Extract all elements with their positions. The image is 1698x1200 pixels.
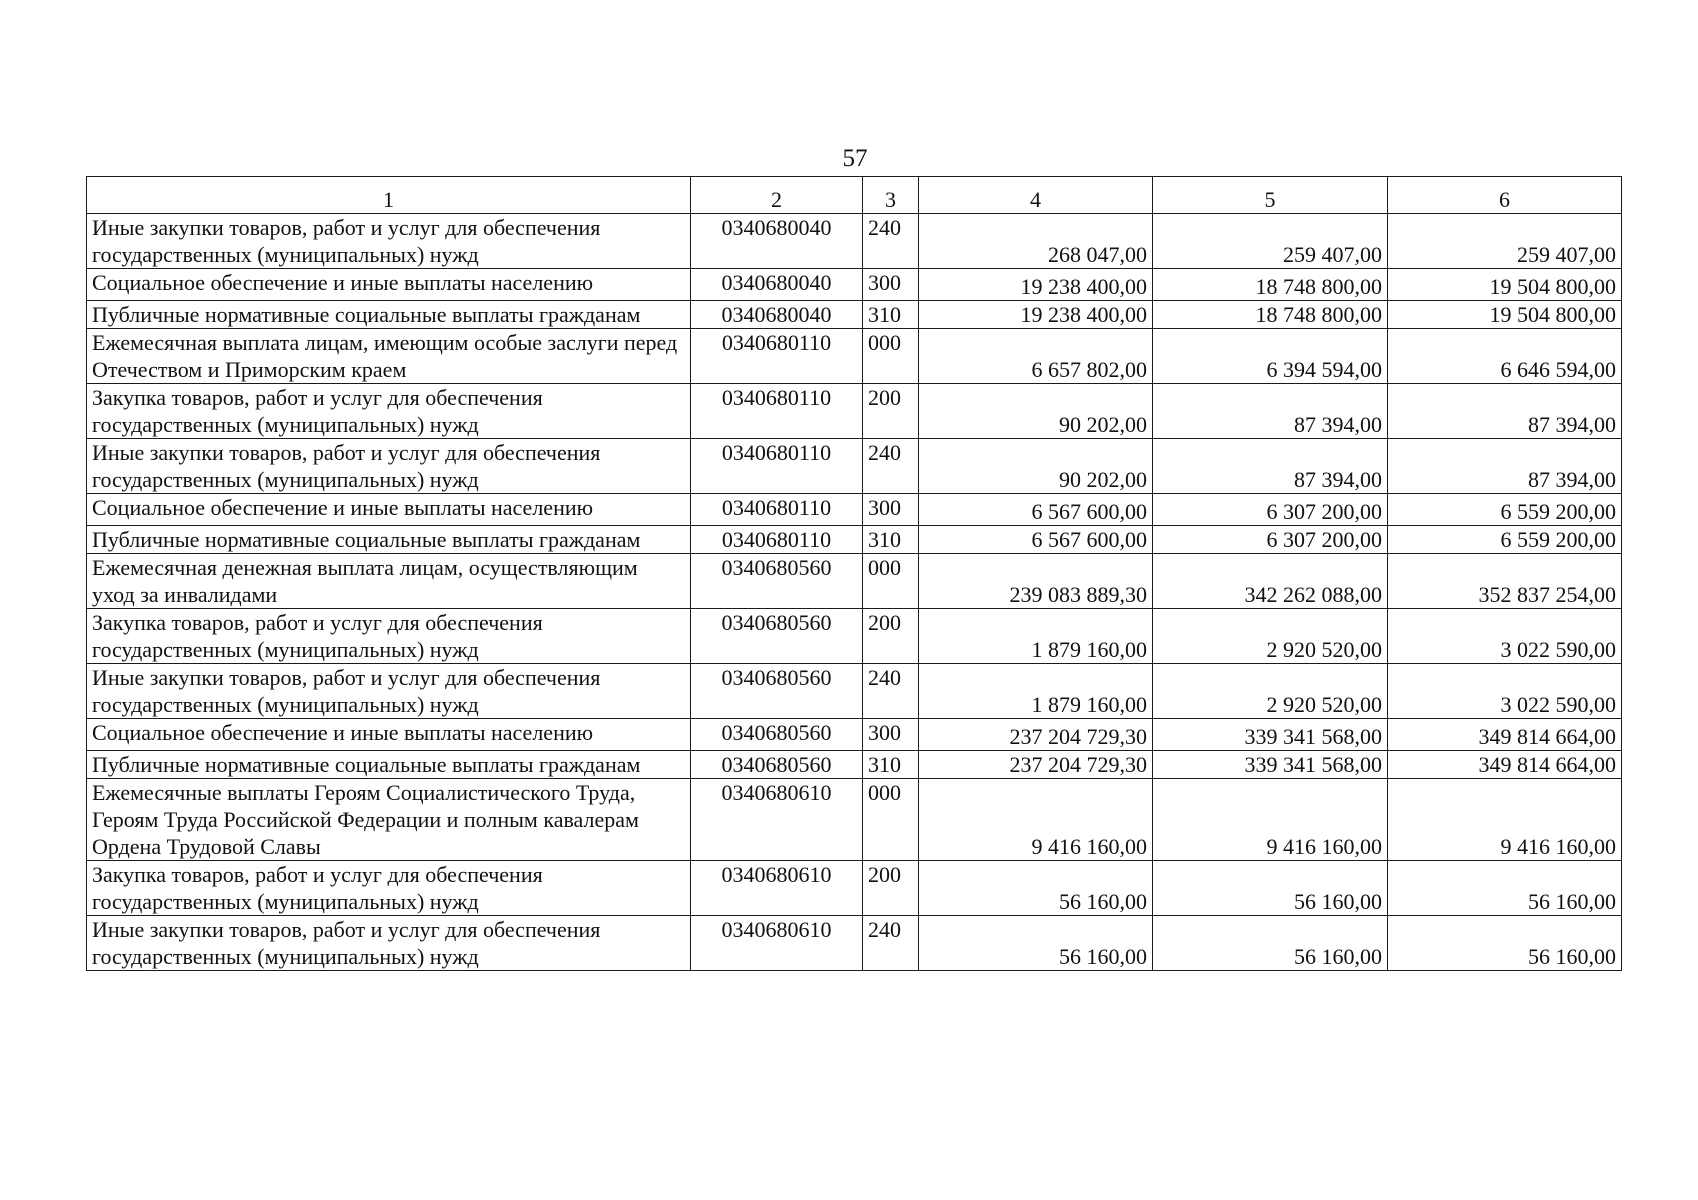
table-row: [87, 494, 1622, 526]
row-name: Социальное обеспечение и иные выплаты населению: [87, 494, 691, 526]
row-amount-col5: 259 407,00: [1153, 214, 1388, 269]
row-name: Публичные нормативные социальные выплаты гражданам: [87, 301, 691, 329]
row-target-code: 0340680110: [691, 384, 863, 439]
row-amount-col5: 56 160,00: [1153, 861, 1388, 916]
row-amount-col6: 3 022 590,00: [1388, 609, 1622, 664]
table-row: [87, 609, 1622, 664]
row-target-code: 0340680610: [691, 916, 863, 971]
row-amount-col5: 2 920 520,00: [1153, 609, 1388, 664]
row-amount-col5: 342 262 088,00: [1153, 554, 1388, 609]
row-amount-col5: 6 307 200,00: [1153, 494, 1388, 526]
row-amount-col5: 9 416 160,00: [1153, 779, 1388, 861]
row-amount-col4: 90 202,00: [919, 439, 1153, 494]
row-amount-col6: 87 394,00: [1388, 384, 1622, 439]
row-amount-col4: 237 204 729,30: [919, 719, 1153, 751]
row-expense-type: 240: [863, 664, 919, 719]
row-expense-type: 300: [863, 719, 919, 751]
table-row: [87, 751, 1622, 779]
column-header-4: 4: [919, 177, 1153, 214]
table-row: [87, 526, 1622, 554]
row-target-code: 0340680110: [691, 526, 863, 554]
table-row: [87, 719, 1622, 751]
row-amount-col4: 268 047,00: [919, 214, 1153, 269]
row-target-code: 0340680610: [691, 861, 863, 916]
row-target-code: 0340680040: [691, 214, 863, 269]
row-name: Иные закупки товаров, работ и услуг для обеспечения государственных (муниципальных) нужд: [87, 439, 691, 494]
column-header-5: 5: [1153, 177, 1388, 214]
row-target-code: 0340680110: [691, 494, 863, 526]
row-amount-col6: 349 814 664,00: [1388, 751, 1622, 779]
row-amount-col6: 3 022 590,00: [1388, 664, 1622, 719]
row-amount-col4: 9 416 160,00: [919, 779, 1153, 861]
row-target-code: 0340680040: [691, 301, 863, 329]
table-row: [87, 301, 1622, 329]
table-row: [87, 861, 1622, 916]
row-expense-type: 240: [863, 916, 919, 971]
row-target-code: 0340680560: [691, 751, 863, 779]
row-name: Иные закупки товаров, работ и услуг для обеспечения государственных (муниципальных) нужд: [87, 214, 691, 269]
row-expense-type: 200: [863, 384, 919, 439]
row-name: Закупка товаров, работ и услуг для обеспечения государственных (муниципальных) нужд: [87, 861, 691, 916]
row-target-code: 0340680560: [691, 719, 863, 751]
row-amount-col4: 1 879 160,00: [919, 609, 1153, 664]
row-amount-col5: 339 341 568,00: [1153, 719, 1388, 751]
table-row: [87, 779, 1622, 861]
row-amount-col4: 6 567 600,00: [919, 494, 1153, 526]
row-amount-col5: 87 394,00: [1153, 384, 1388, 439]
column-number-row: [87, 177, 1622, 214]
table-row: [87, 329, 1622, 384]
row-amount-col5: 6 394 594,00: [1153, 329, 1388, 384]
row-name: Закупка товаров, работ и услуг для обеспечения государственных (муниципальных) нужд: [87, 609, 691, 664]
row-name: Ежемесячная выплата лицам, имеющим особые заслуги перед Отечеством и Приморским краем: [87, 329, 691, 384]
row-target-code: 0340680110: [691, 329, 863, 384]
row-amount-col4: 6 657 802,00: [919, 329, 1153, 384]
row-amount-col5: 18 748 800,00: [1153, 269, 1388, 301]
row-expense-type: 000: [863, 329, 919, 384]
row-name: Ежемесячные выплаты Героям Социалистического Труда, Героям Труда Российской Федерации и полным кавалерам Ордена Трудовой Славы: [87, 779, 691, 861]
row-expense-type: 200: [863, 609, 919, 664]
row-amount-col4: 6 567 600,00: [919, 526, 1153, 554]
row-target-code: 0340680560: [691, 664, 863, 719]
row-amount-col5: 87 394,00: [1153, 439, 1388, 494]
row-target-code: 0340680560: [691, 554, 863, 609]
row-amount-col4: 19 238 400,00: [919, 269, 1153, 301]
row-amount-col5: 18 748 800,00: [1153, 301, 1388, 329]
row-name: Публичные нормативные социальные выплаты гражданам: [87, 526, 691, 554]
row-name: Ежемесячная денежная выплата лицам, осуществляющим уход за инвалидами: [87, 554, 691, 609]
row-amount-col5: 2 920 520,00: [1153, 664, 1388, 719]
row-amount-col6: 19 504 800,00: [1388, 301, 1622, 329]
table-row: [87, 916, 1622, 971]
row-name: Иные закупки товаров, работ и услуг для обеспечения государственных (муниципальных) нужд: [87, 664, 691, 719]
row-amount-col4: 56 160,00: [919, 916, 1153, 971]
row-amount-col4: 56 160,00: [919, 861, 1153, 916]
budget-table: [86, 176, 1622, 971]
row-amount-col4: 19 238 400,00: [919, 301, 1153, 329]
column-header-1: 1: [87, 177, 691, 214]
row-expense-type: 240: [863, 439, 919, 494]
table-row: [87, 554, 1622, 609]
row-expense-type: 000: [863, 554, 919, 609]
row-name: Закупка товаров, работ и услуг для обеспечения государственных (муниципальных) нужд: [87, 384, 691, 439]
row-amount-col5: 6 307 200,00: [1153, 526, 1388, 554]
row-expense-type: 300: [863, 494, 919, 526]
row-amount-col6: 9 416 160,00: [1388, 779, 1622, 861]
row-expense-type: 310: [863, 526, 919, 554]
table-row: [87, 664, 1622, 719]
row-amount-col6: 19 504 800,00: [1388, 269, 1622, 301]
table-row: [87, 439, 1622, 494]
row-amount-col6: 56 160,00: [1388, 861, 1622, 916]
page-number: 57: [842, 145, 868, 172]
row-target-code: 0340680110: [691, 439, 863, 494]
row-target-code: 0340680560: [691, 609, 863, 664]
row-expense-type: 300: [863, 269, 919, 301]
row-expense-type: 310: [863, 751, 919, 779]
row-target-code: 0340680610: [691, 779, 863, 861]
table-row: [87, 214, 1622, 269]
column-header-3: 3: [863, 177, 919, 214]
table-row: [87, 269, 1622, 301]
row-amount-col4: 237 204 729,30: [919, 751, 1153, 779]
row-amount-col4: 1 879 160,00: [919, 664, 1153, 719]
row-expense-type: 310: [863, 301, 919, 329]
row-amount-col6: 352 837 254,00: [1388, 554, 1622, 609]
table-row: [87, 384, 1622, 439]
row-name: Иные закупки товаров, работ и услуг для обеспечения государственных (муниципальных) нужд: [87, 916, 691, 971]
row-amount-col4: 239 083 889,30: [919, 554, 1153, 609]
row-expense-type: 240: [863, 214, 919, 269]
row-amount-col6: 6 559 200,00: [1388, 526, 1622, 554]
row-target-code: 0340680040: [691, 269, 863, 301]
column-header-6: 6: [1388, 177, 1622, 214]
row-amount-col6: 6 646 594,00: [1388, 329, 1622, 384]
row-expense-type: 200: [863, 861, 919, 916]
row-amount-col6: 259 407,00: [1388, 214, 1622, 269]
row-amount-col6: 87 394,00: [1388, 439, 1622, 494]
row-name: Социальное обеспечение и иные выплаты населению: [87, 269, 691, 301]
row-amount-col4: 90 202,00: [919, 384, 1153, 439]
row-amount-col5: 339 341 568,00: [1153, 751, 1388, 779]
row-amount-col5: 56 160,00: [1153, 916, 1388, 971]
row-amount-col6: 56 160,00: [1388, 916, 1622, 971]
row-name: Социальное обеспечение и иные выплаты населению: [87, 719, 691, 751]
row-amount-col6: 6 559 200,00: [1388, 494, 1622, 526]
row-expense-type: 000: [863, 779, 919, 861]
column-header-2: 2: [691, 177, 863, 214]
row-amount-col6: 349 814 664,00: [1388, 719, 1622, 751]
row-name: Публичные нормативные социальные выплаты гражданам: [87, 751, 691, 779]
